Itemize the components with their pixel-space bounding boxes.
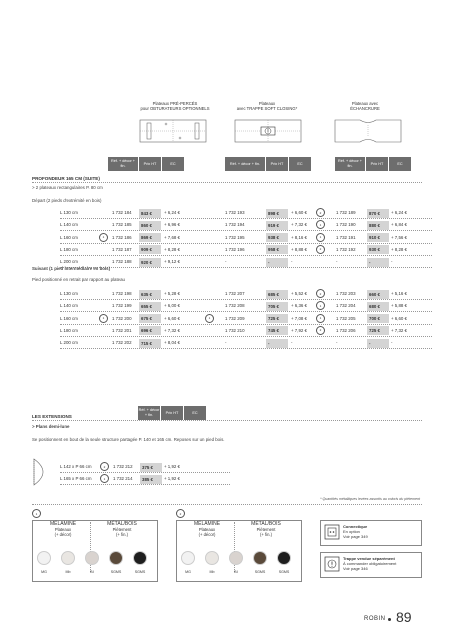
cell-e2: - <box>291 259 293 265</box>
header-ref-1: Réf. + décor + fin. <box>108 157 138 171</box>
finish-swatch-label: SGMS <box>134 570 146 574</box>
header-ref-2: Réf. + décor + fin. <box>225 157 265 171</box>
finish-melamine-1: MÉLAMINE Plateaux (+ décor) <box>49 521 77 537</box>
cell-r: 1 732 214 <box>113 476 133 481</box>
cell-p1: 635 € <box>139 290 161 299</box>
finish-metal-1: MÉTAL/BOIS Piètement (+ fin.) <box>107 521 137 537</box>
cell-e2: + 7,32 € <box>291 222 307 228</box>
finish-swatch <box>133 551 147 565</box>
divider <box>32 420 422 421</box>
group-title-depart: Départ (2 pieds d'extrémité en bois) <box>32 198 102 203</box>
cell-p2: 705 € <box>266 302 288 311</box>
cell-e2: + 7,92 € <box>291 327 307 333</box>
cell-p1: 675 € <box>139 314 161 323</box>
caption-pre-perces: Plateaux PRÉ-PERCÉS pour OBTURATEURS OPTIONNELS <box>140 101 210 111</box>
table-row <box>60 232 432 244</box>
support-number-icon: 1 <box>99 233 108 242</box>
finish-swatch-label: MG <box>41 570 47 574</box>
cell-r3: 1 732 206 <box>336 327 356 333</box>
finish-group-badge-2: 2 <box>176 509 185 518</box>
cell-l: L 130 cm <box>60 291 78 296</box>
cell-e: + 1,92 € <box>164 464 180 469</box>
cell-p2: 898 € <box>266 209 288 218</box>
support-number-icon: 1 <box>316 301 325 310</box>
cell-r2: 1 732 207 <box>225 291 245 296</box>
cell-l: L 142 x P 66 cm <box>60 464 92 469</box>
finish-metal-2: MÉTAL/BOIS Piètement (+ fin.) <box>251 521 281 537</box>
cell-e1: + 5,28 € <box>164 291 180 296</box>
header-prix-2: Prix HT <box>266 157 288 171</box>
cell-e3: + 6,24 € <box>391 210 407 215</box>
cell-l: L 180 cm <box>60 246 78 252</box>
header-ref-3: Réf. + décor + fin. <box>335 157 365 171</box>
group-subtitle-suivant: Pied positionné en retrait par rapport au plateau <box>32 277 125 282</box>
table-row <box>60 207 432 219</box>
cell-r1: 1 732 184 <box>112 210 132 215</box>
cell-r2: 1 732 193 <box>225 210 245 215</box>
finish-swatch <box>109 551 123 565</box>
cell-e1: + 7,68 € <box>164 234 180 240</box>
section-title-profondeur: PROFONDEUR 165 CM (SUITE) <box>32 176 100 181</box>
cell-r3: 1 732 204 <box>336 303 356 309</box>
cell-l: L 160 cm <box>60 315 78 321</box>
cell-r1: 1 732 201 <box>112 327 132 333</box>
warning-icon <box>324 556 340 572</box>
finish-swatch-label: SGMS <box>278 570 290 574</box>
table-row <box>60 288 432 300</box>
finish-swatch <box>37 551 51 565</box>
support-number-icon: 1 <box>99 314 108 323</box>
support-number-icon: 2 <box>316 208 325 217</box>
cell-e1: + 7,32 € <box>164 327 180 333</box>
cell-p1: 869 € <box>139 233 161 242</box>
cell-p1: 920 € <box>139 258 161 267</box>
finish-swatch-label: SGMS <box>110 570 122 574</box>
finish-melamine-2: MÉLAMINE Plateaux (+ décor) <box>193 521 221 537</box>
cell-r1: 1 732 200 <box>112 315 132 321</box>
page-number: 89 <box>396 609 412 625</box>
cell-r2: 1 732 195 <box>225 234 245 240</box>
support-number-icon: 1 <box>205 314 214 323</box>
cell-p2: - <box>266 339 288 348</box>
cell-l: L 140 cm <box>60 303 78 309</box>
cell-r1: 1 732 188 <box>112 259 132 265</box>
extensions-description: Se positionnent en bout de la seule structure partagée P. 140 et 165 cm. Reposes sur un pied bois. <box>32 437 225 442</box>
caption-trappe: Plateaux avec TRAPPE SOFT CLOSING* <box>236 101 298 111</box>
row-divider <box>60 348 432 349</box>
support-number-icon: 1 <box>316 314 325 323</box>
finish-swatch <box>181 551 195 565</box>
finish-swatch-label: BI <box>234 570 238 574</box>
support-number-icon: 1 <box>316 220 325 229</box>
cell-e3: + 6,84 € <box>391 222 407 228</box>
cell-p: 375 € <box>140 463 162 472</box>
cell-e3: + 8,28 € <box>391 246 407 252</box>
cell-l: L 160 cm <box>60 234 78 240</box>
header-ec-1: EC <box>162 157 184 171</box>
cell-e3: + 5,16 € <box>391 291 407 296</box>
cell-r1: 1 732 185 <box>112 222 132 228</box>
cell-r3: 1 732 203 <box>336 291 356 296</box>
cell-p2: 725 € <box>266 314 288 323</box>
cell-p3: - <box>367 339 389 348</box>
cell-e1: + 6,24 € <box>164 210 180 215</box>
cell-e2: + 8,16 € <box>291 234 307 240</box>
cell-l: L 180 cm <box>60 327 78 333</box>
cell-e1: + 9,12 € <box>164 259 180 265</box>
cell-e2: + 8,88 € <box>291 246 307 252</box>
cell-e2: + 7,08 € <box>291 315 307 321</box>
cell-p2: 685 € <box>266 290 288 299</box>
support-number-icon: 2 <box>100 462 109 471</box>
cell-p2: 938 € <box>266 233 288 242</box>
group-title-suivant: Suivant (1 pied intermédiaire en bois) <box>32 266 111 271</box>
support-number-icon: 1 <box>100 474 109 483</box>
diagram-pre-perces <box>138 117 208 145</box>
cell-p1: 843 € <box>139 209 161 218</box>
cell-p2: 958 € <box>266 245 288 254</box>
cell-r2: 1 732 208 <box>225 303 245 309</box>
legend-trappe-text: Trappe vendue séparément À commander obligatoirement Voir page 346 <box>343 556 397 571</box>
header-ec-2: EC <box>289 157 311 171</box>
cell-p: 385 € <box>140 475 162 484</box>
cell-p2: 745 € <box>266 326 288 335</box>
header-prix-3: Prix HT <box>366 157 388 171</box>
cell-e2: + 5,52 € <box>291 291 307 296</box>
cell-e2: - <box>291 340 293 346</box>
cell-e: + 1,92 € <box>164 476 180 481</box>
cell-p2: 919 € <box>266 221 288 230</box>
cell-r2: 1 732 194 <box>225 222 245 228</box>
legend-connectique-text: Connectique En option Voir page 349 <box>343 524 368 539</box>
finish-group-badge-1: 1 <box>32 509 41 518</box>
cell-r2: - <box>225 259 227 265</box>
table-row <box>60 325 432 337</box>
table-row <box>60 300 432 312</box>
cell-p3: 725 € <box>367 326 389 335</box>
cell-e3: + 7,56 € <box>391 234 407 240</box>
table-row <box>60 337 432 349</box>
cell-p1: 715 € <box>139 339 161 348</box>
cell-e3: + 6,60 € <box>391 315 407 321</box>
finish-swatch-label: SGMS <box>254 570 266 574</box>
finish-swatch <box>205 551 219 565</box>
cell-p1: 860 € <box>139 221 161 230</box>
table-row <box>60 313 432 325</box>
finish-swatch-label: Mb <box>209 570 215 574</box>
diagram-echancrure <box>333 117 403 145</box>
cell-p1: 655 € <box>139 302 161 311</box>
cell-e1: + 8,28 € <box>164 246 180 252</box>
cell-r3: - <box>336 340 338 346</box>
cell-r1: 1 732 199 <box>112 303 132 309</box>
table-row <box>60 244 432 256</box>
cell-p3: 700 € <box>367 314 389 323</box>
cell-l: L 130 cm <box>60 210 78 215</box>
row-divider <box>60 267 432 268</box>
cell-p1: 696 € <box>139 326 161 335</box>
header-prix-1: Prix HT <box>139 157 161 171</box>
cell-r3: - <box>336 259 338 265</box>
table-row <box>60 256 432 268</box>
cell-r3: 1 732 190 <box>336 222 356 228</box>
cell-e3: - <box>391 259 393 265</box>
header-ec-3: EC <box>389 157 411 171</box>
divider <box>32 182 422 183</box>
finish-swatch <box>277 551 291 565</box>
finish-swatch <box>253 551 267 565</box>
cell-r2: 1 732 209 <box>225 315 245 321</box>
finish-swatch <box>85 551 99 565</box>
support-number-icon: 1 <box>316 233 325 242</box>
cell-e2: + 6,36 € <box>291 303 307 309</box>
finish-swatch-label: BI <box>90 570 94 574</box>
cell-l: L 200 cm <box>60 259 78 265</box>
footer-dot <box>388 618 391 621</box>
cell-e1: + 6,96 € <box>164 222 180 228</box>
support-number-icon: 2 <box>316 289 325 298</box>
cell-r2: 1 732 210 <box>225 327 245 333</box>
header-ec-ext: EC <box>184 406 206 420</box>
divider <box>32 504 422 505</box>
finish-swatch-label: Mb <box>65 570 71 574</box>
cell-p3: 910 € <box>367 233 389 242</box>
table-row <box>60 461 230 473</box>
table-row <box>60 219 432 231</box>
cell-r3: 1 732 192 <box>336 246 356 252</box>
header-ref-ext: Réf. + décor + fin. <box>138 406 160 420</box>
cell-e3: - <box>391 340 393 346</box>
finish-swatch <box>61 551 75 565</box>
cell-p3: 660 € <box>367 290 389 299</box>
cell-r2: 1 732 196 <box>225 246 245 252</box>
footnote: * Quantités métalliques levées assortis au coloris du piètement <box>320 497 420 501</box>
cell-l: L 165 x P 66 cm <box>60 476 92 481</box>
caption-echancrure: Plateaux avec ÉCHANCRURE <box>350 101 380 111</box>
diagram-trappe <box>233 117 303 145</box>
finish-swatch-label: MG <box>185 570 191 574</box>
cell-r2: - <box>225 340 227 346</box>
cell-r1: 1 732 202 <box>112 340 132 346</box>
footer-brand: ROBIN <box>364 616 386 622</box>
cell-l: L 200 cm <box>60 340 78 346</box>
table-row <box>60 473 230 485</box>
cell-r: 1 732 212 <box>113 464 133 469</box>
cell-p3: 680 € <box>367 302 389 311</box>
cell-p3: - <box>367 258 389 267</box>
cell-p2: - <box>266 258 288 267</box>
cell-p3: 880 € <box>367 221 389 230</box>
row-divider <box>60 484 230 485</box>
support-number-icon: 2 <box>316 326 325 335</box>
cell-r3: 1 732 205 <box>336 315 356 321</box>
cell-r3: 1 732 189 <box>336 210 356 215</box>
cell-r3: 1 732 191 <box>336 234 356 240</box>
extensions-subtitle: > Plans demi-lune <box>32 424 70 429</box>
section-subtitle: > 2 plateaux rectangulaires P. 80 cm <box>32 185 103 190</box>
support-number-icon: 2 <box>316 245 325 254</box>
cell-r1: 1 732 198 <box>112 291 132 296</box>
section-title-extensions: LES EXTENSIONS <box>32 414 72 419</box>
plug-icon <box>324 524 340 540</box>
cell-e1: + 6,60 € <box>164 315 180 321</box>
cell-p3: 930 € <box>367 245 389 254</box>
header-prix-ext: Prix HT <box>161 406 183 420</box>
cell-p1: 909 € <box>139 245 161 254</box>
cell-e1: + 8,04 € <box>164 340 180 346</box>
cell-e1: + 6,00 € <box>164 303 180 309</box>
cell-p3: 870 € <box>367 209 389 218</box>
cell-r1: 1 732 187 <box>112 246 132 252</box>
finish-swatch <box>229 551 243 565</box>
cell-e3: + 5,88 € <box>391 303 407 309</box>
cell-r1: 1 732 186 <box>112 234 132 240</box>
cell-e3: + 7,32 € <box>391 327 407 333</box>
cell-e2: + 6,60 € <box>291 210 307 215</box>
demi-lune-diagram <box>32 457 54 487</box>
cell-l: L 140 cm <box>60 222 78 228</box>
